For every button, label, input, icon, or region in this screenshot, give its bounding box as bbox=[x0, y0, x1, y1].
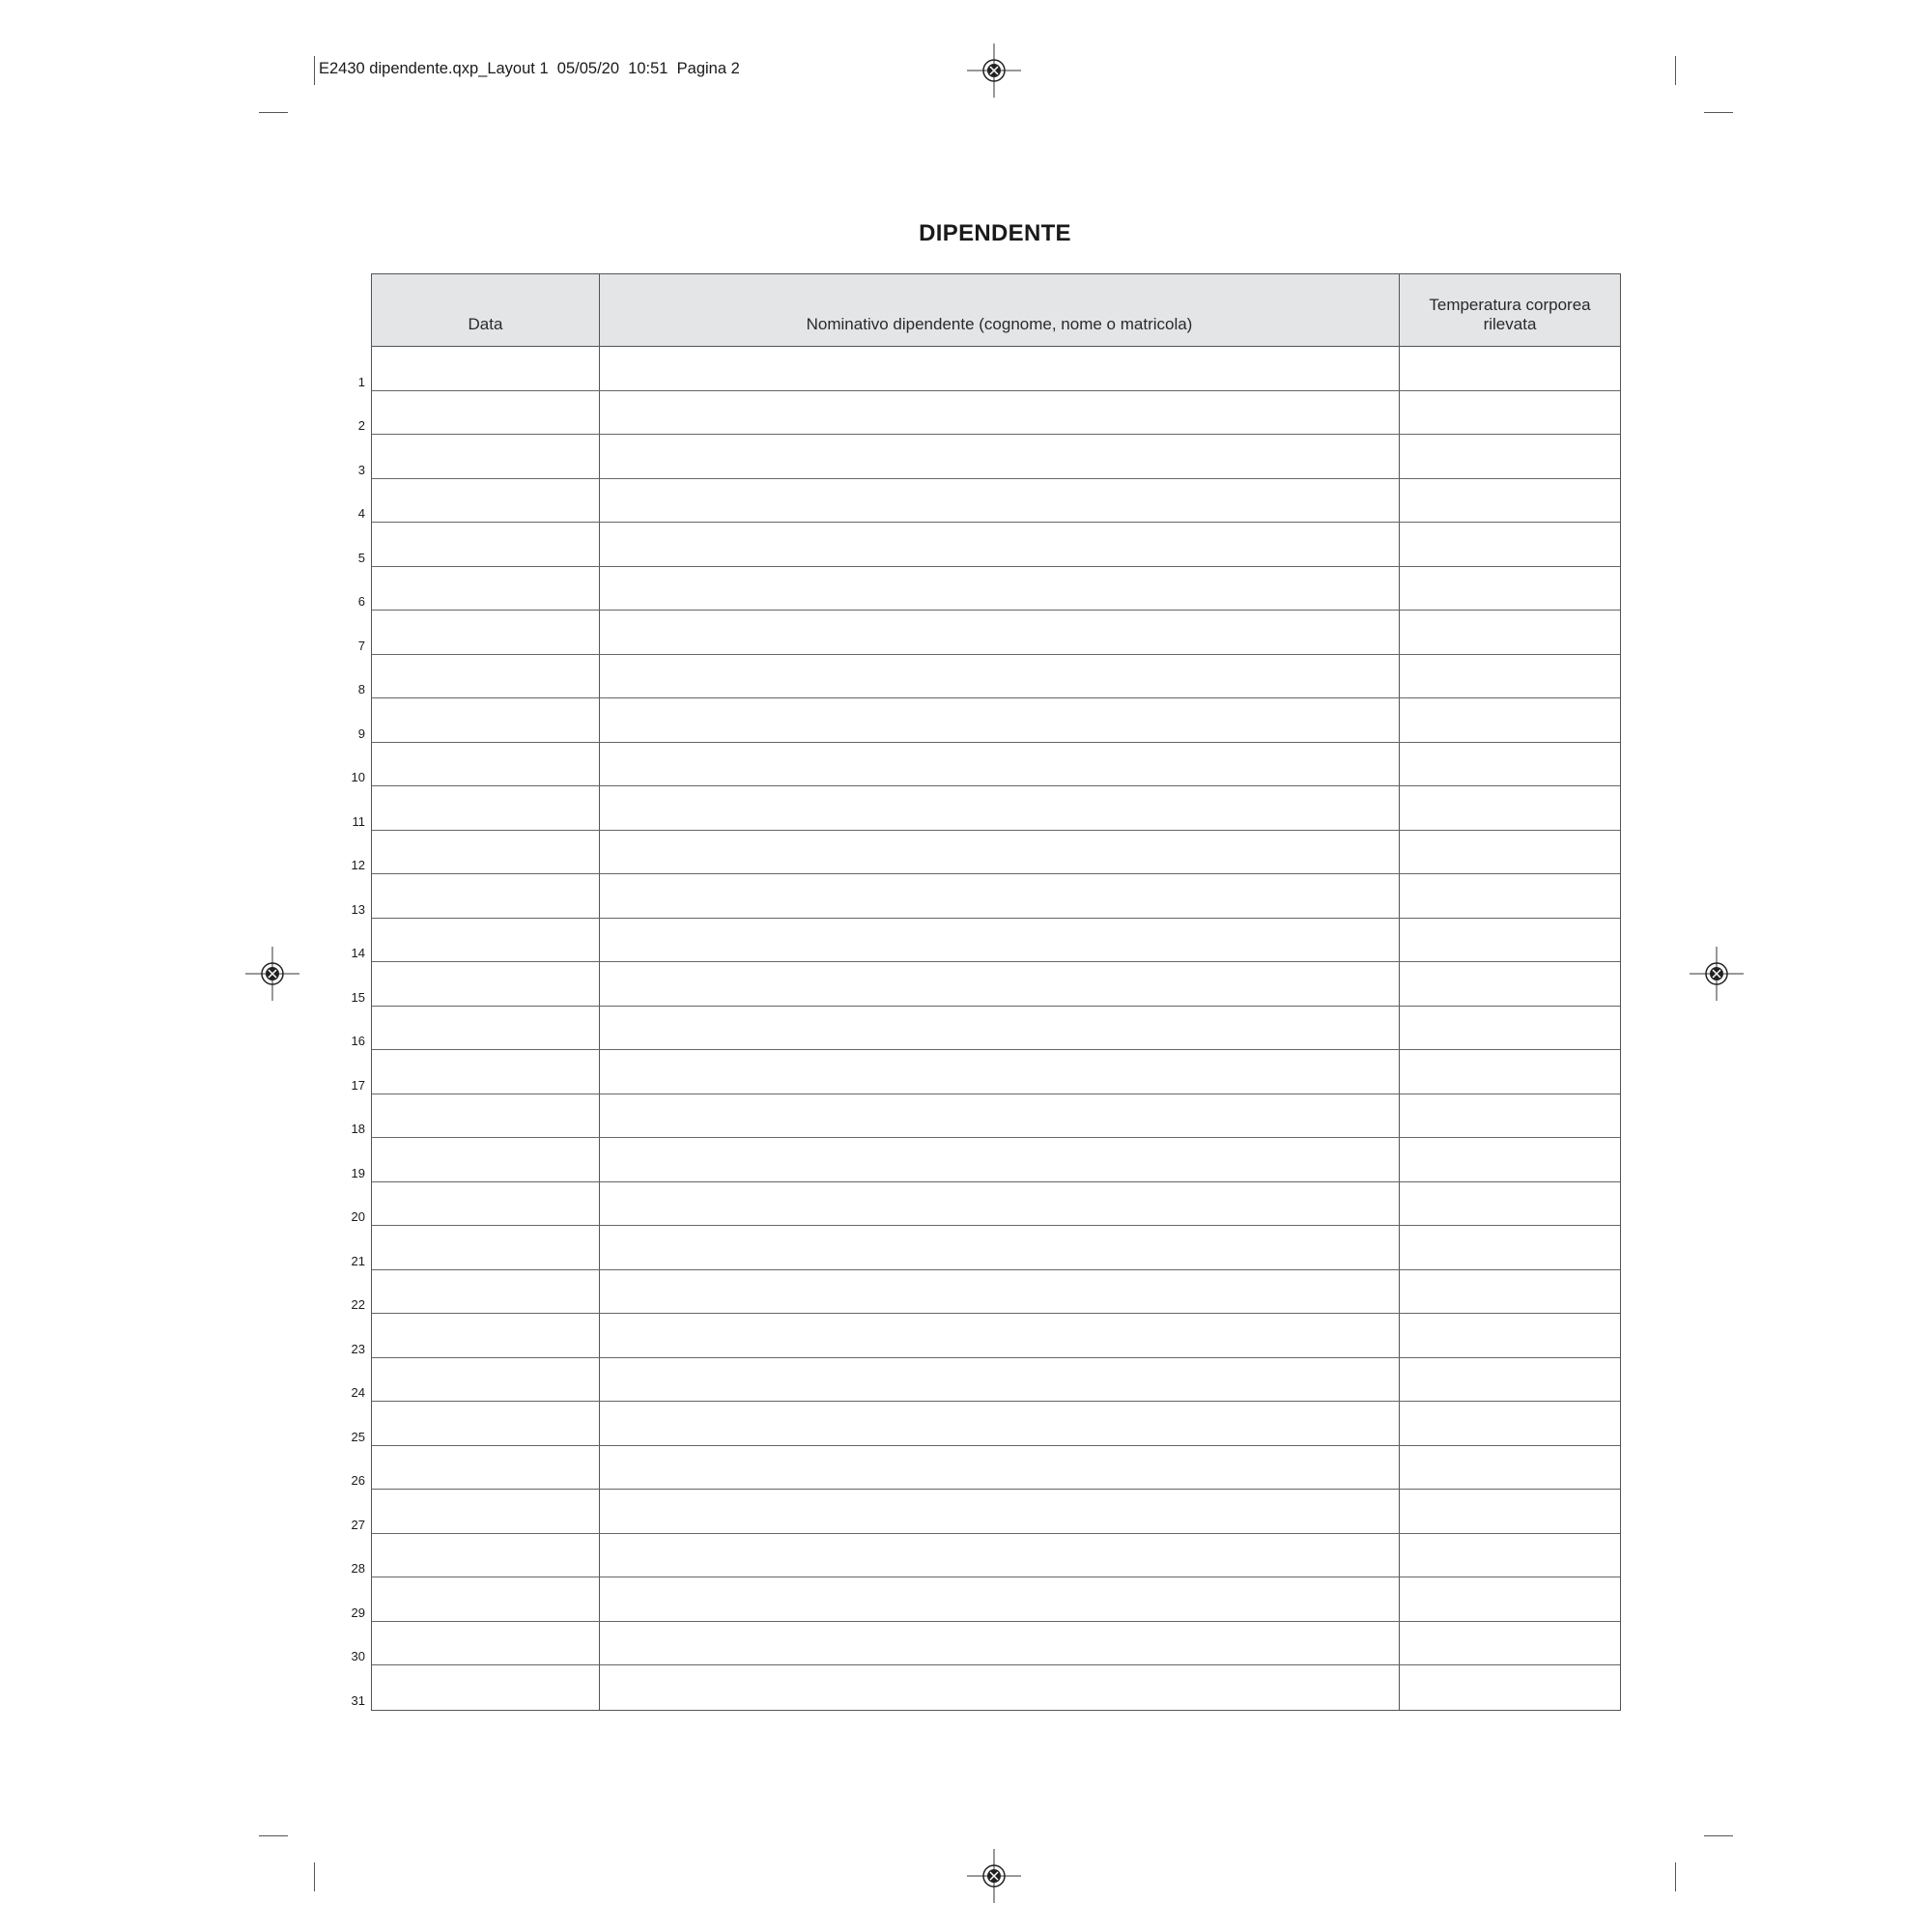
header-temperature-label: Temperatura corporea rilevata bbox=[1429, 296, 1591, 333]
cell-temperature[interactable] bbox=[1400, 1534, 1620, 1577]
trim-mark bbox=[259, 1835, 288, 1836]
cell-employee-name[interactable] bbox=[600, 831, 1400, 874]
trim-mark bbox=[314, 56, 315, 85]
cell-date[interactable] bbox=[372, 1226, 600, 1269]
table-row bbox=[372, 743, 1620, 787]
cell-date[interactable] bbox=[372, 1138, 600, 1181]
cell-date[interactable] bbox=[372, 919, 600, 962]
row-number: 21 bbox=[351, 1253, 365, 1268]
row-number: 8 bbox=[357, 682, 365, 696]
cell-date[interactable] bbox=[372, 1182, 600, 1226]
cell-employee-name[interactable] bbox=[600, 919, 1400, 962]
registration-mark-icon bbox=[965, 42, 1023, 99]
cell-employee-name[interactable] bbox=[600, 523, 1400, 566]
cell-temperature[interactable] bbox=[1400, 1402, 1620, 1445]
header-employee-name: Nominativo dipendente (cognome, nome o matricola) bbox=[600, 274, 1400, 346]
row-number: 22 bbox=[351, 1297, 365, 1312]
table-row bbox=[372, 391, 1620, 436]
cell-employee-name[interactable] bbox=[600, 1138, 1400, 1181]
cell-employee-name[interactable] bbox=[600, 347, 1400, 390]
print-slug-line: E2430 dipendente.qxp_Layout 1 05/05/20 10:51 Pagina 2 bbox=[319, 60, 740, 77]
table-row bbox=[372, 874, 1620, 919]
row-number: 13 bbox=[351, 901, 365, 917]
cell-temperature[interactable] bbox=[1400, 874, 1620, 918]
cell-date[interactable] bbox=[372, 479, 600, 523]
table-body bbox=[372, 347, 1620, 1710]
cell-date[interactable] bbox=[372, 391, 600, 435]
row-number: 19 bbox=[351, 1165, 365, 1180]
row-number: 28 bbox=[351, 1561, 365, 1576]
row-number: 25 bbox=[351, 1429, 365, 1444]
cell-date[interactable] bbox=[372, 1490, 600, 1533]
trim-mark bbox=[314, 1862, 315, 1891]
table-row bbox=[372, 1490, 1620, 1534]
row-number: 1 bbox=[357, 374, 365, 389]
cell-date[interactable] bbox=[372, 1270, 600, 1314]
row-number: 14 bbox=[351, 946, 365, 960]
row-number: 15 bbox=[351, 989, 365, 1005]
cell-employee-name[interactable] bbox=[600, 435, 1400, 478]
row-numbers bbox=[328, 346, 365, 1709]
row-number: 26 bbox=[351, 1473, 365, 1488]
cell-employee-name[interactable] bbox=[600, 1622, 1400, 1665]
table-row bbox=[372, 1534, 1620, 1578]
table-row bbox=[372, 919, 1620, 963]
cell-employee-name[interactable] bbox=[600, 1182, 1400, 1226]
row-number: 7 bbox=[357, 638, 365, 653]
cell-date[interactable] bbox=[372, 1007, 600, 1050]
cell-date[interactable] bbox=[372, 743, 600, 786]
cell-temperature[interactable] bbox=[1400, 1270, 1620, 1314]
cell-employee-name[interactable] bbox=[600, 391, 1400, 435]
table-row bbox=[372, 1094, 1620, 1139]
cell-employee-name[interactable] bbox=[600, 1446, 1400, 1490]
trim-mark bbox=[259, 112, 288, 113]
cell-employee-name[interactable] bbox=[600, 611, 1400, 654]
cell-date[interactable] bbox=[372, 611, 600, 654]
cell-temperature[interactable] bbox=[1400, 919, 1620, 962]
cell-date[interactable] bbox=[372, 1094, 600, 1138]
cell-temperature[interactable] bbox=[1400, 1007, 1620, 1050]
table-row bbox=[372, 347, 1620, 391]
cell-temperature[interactable] bbox=[1400, 831, 1620, 874]
cell-date[interactable] bbox=[372, 1622, 600, 1665]
table-row bbox=[372, 831, 1620, 875]
cell-date[interactable] bbox=[372, 831, 600, 874]
registration-mark-icon bbox=[1688, 945, 1746, 1003]
cell-employee-name[interactable] bbox=[600, 655, 1400, 698]
row-number: 4 bbox=[357, 506, 365, 521]
row-number: 10 bbox=[351, 770, 365, 784]
table-row bbox=[372, 1226, 1620, 1270]
table-row bbox=[372, 1446, 1620, 1491]
table-row bbox=[372, 1665, 1620, 1710]
cell-temperature[interactable] bbox=[1400, 1182, 1620, 1226]
trim-mark bbox=[1675, 56, 1676, 85]
cell-employee-name[interactable] bbox=[600, 786, 1400, 830]
cell-employee-name[interactable] bbox=[600, 1402, 1400, 1445]
table-row bbox=[372, 786, 1620, 831]
cell-temperature[interactable] bbox=[1400, 1314, 1620, 1357]
table-row bbox=[372, 1007, 1620, 1051]
page-title: DIPENDENTE bbox=[919, 220, 1071, 246]
cell-date[interactable] bbox=[372, 435, 600, 478]
row-number: 31 bbox=[351, 1692, 365, 1708]
cell-date[interactable] bbox=[372, 874, 600, 918]
cell-temperature[interactable] bbox=[1400, 1446, 1620, 1490]
cell-employee-name[interactable] bbox=[600, 1314, 1400, 1357]
cell-temperature[interactable] bbox=[1400, 611, 1620, 654]
cell-temperature[interactable] bbox=[1400, 479, 1620, 523]
header-temperature bbox=[1400, 274, 1620, 346]
cell-temperature[interactable] bbox=[1400, 698, 1620, 742]
row-number: 24 bbox=[351, 1385, 365, 1400]
trim-mark bbox=[1704, 112, 1733, 113]
table-row bbox=[372, 611, 1620, 655]
cell-date[interactable] bbox=[372, 1577, 600, 1621]
cell-temperature[interactable] bbox=[1400, 1050, 1620, 1094]
header-date: Data bbox=[372, 274, 600, 346]
cell-date[interactable] bbox=[372, 698, 600, 742]
cell-date[interactable] bbox=[372, 1665, 600, 1710]
row-number: 17 bbox=[351, 1077, 365, 1093]
row-number: 29 bbox=[351, 1605, 365, 1620]
cell-employee-name[interactable] bbox=[600, 743, 1400, 786]
cell-employee-name[interactable] bbox=[600, 1007, 1400, 1050]
cell-temperature[interactable] bbox=[1400, 567, 1620, 611]
cell-temperature[interactable] bbox=[1400, 1622, 1620, 1665]
table-row bbox=[372, 1358, 1620, 1403]
table-row bbox=[372, 523, 1620, 567]
cell-date[interactable] bbox=[372, 1050, 600, 1094]
table-row bbox=[372, 1402, 1620, 1446]
row-number: 27 bbox=[351, 1517, 365, 1532]
table-row bbox=[372, 1314, 1620, 1358]
cell-temperature[interactable] bbox=[1400, 1358, 1620, 1402]
row-number: 11 bbox=[352, 813, 365, 829]
cell-employee-name[interactable] bbox=[600, 962, 1400, 1006]
cell-temperature[interactable] bbox=[1400, 523, 1620, 566]
cell-temperature[interactable] bbox=[1400, 1094, 1620, 1138]
cell-employee-name[interactable] bbox=[600, 1050, 1400, 1094]
table-header bbox=[372, 274, 1620, 347]
table-row bbox=[372, 655, 1620, 699]
cell-temperature[interactable] bbox=[1400, 962, 1620, 1006]
trim-mark bbox=[1704, 1835, 1733, 1836]
table-row bbox=[372, 435, 1620, 479]
cell-temperature[interactable] bbox=[1400, 1490, 1620, 1533]
cell-temperature[interactable] bbox=[1400, 435, 1620, 478]
cell-date[interactable] bbox=[372, 655, 600, 698]
cell-employee-name[interactable] bbox=[600, 1094, 1400, 1138]
cell-date[interactable] bbox=[372, 1446, 600, 1490]
table-row bbox=[372, 479, 1620, 524]
cell-employee-name[interactable] bbox=[600, 1490, 1400, 1533]
table-row bbox=[372, 1270, 1620, 1315]
cell-date[interactable] bbox=[372, 523, 600, 566]
cell-employee-name[interactable] bbox=[600, 1577, 1400, 1621]
row-number: 18 bbox=[351, 1122, 365, 1136]
row-number: 3 bbox=[357, 462, 365, 477]
cell-employee-name[interactable] bbox=[600, 1270, 1400, 1314]
cell-date[interactable] bbox=[372, 1534, 600, 1577]
cell-temperature[interactable] bbox=[1400, 743, 1620, 786]
cell-date[interactable] bbox=[372, 786, 600, 830]
cell-date[interactable] bbox=[372, 1314, 600, 1357]
cell-temperature[interactable] bbox=[1400, 786, 1620, 830]
cell-employee-name[interactable] bbox=[600, 874, 1400, 918]
table-row bbox=[372, 1138, 1620, 1182]
registration-mark-icon bbox=[243, 945, 301, 1003]
table-row bbox=[372, 1050, 1620, 1094]
cell-employee-name[interactable] bbox=[600, 1665, 1400, 1710]
cell-temperature[interactable] bbox=[1400, 391, 1620, 435]
cell-employee-name[interactable] bbox=[600, 1534, 1400, 1577]
cell-temperature[interactable] bbox=[1400, 1226, 1620, 1269]
table-row bbox=[372, 1577, 1620, 1622]
cell-employee-name[interactable] bbox=[600, 1358, 1400, 1402]
cell-date[interactable] bbox=[372, 347, 600, 390]
table-row bbox=[372, 962, 1620, 1007]
cell-temperature[interactable] bbox=[1400, 347, 1620, 390]
trim-mark bbox=[1675, 1862, 1676, 1891]
cell-date[interactable] bbox=[372, 567, 600, 611]
table-row bbox=[372, 698, 1620, 743]
row-number: 2 bbox=[357, 418, 365, 433]
table-row bbox=[372, 567, 1620, 611]
cell-employee-name[interactable] bbox=[600, 567, 1400, 611]
cell-temperature[interactable] bbox=[1400, 1577, 1620, 1621]
register-table bbox=[371, 273, 1621, 1711]
cell-date[interactable] bbox=[372, 962, 600, 1006]
cell-temperature[interactable] bbox=[1400, 655, 1620, 698]
row-number: 9 bbox=[357, 725, 365, 741]
cell-temperature[interactable] bbox=[1400, 1138, 1620, 1181]
row-number: 5 bbox=[357, 550, 365, 565]
cell-employee-name[interactable] bbox=[600, 1226, 1400, 1269]
row-number: 23 bbox=[351, 1341, 365, 1356]
registration-mark-icon bbox=[965, 1847, 1023, 1905]
row-number: 16 bbox=[351, 1034, 365, 1048]
row-number: 12 bbox=[351, 858, 365, 872]
cell-employee-name[interactable] bbox=[600, 698, 1400, 742]
row-number: 6 bbox=[357, 594, 365, 609]
cell-date[interactable] bbox=[372, 1358, 600, 1402]
cell-employee-name[interactable] bbox=[600, 479, 1400, 523]
row-number: 30 bbox=[351, 1649, 365, 1663]
cell-date[interactable] bbox=[372, 1402, 600, 1445]
cell-temperature[interactable] bbox=[1400, 1665, 1620, 1710]
row-number: 20 bbox=[351, 1209, 365, 1224]
table-row bbox=[372, 1182, 1620, 1227]
table-row bbox=[372, 1622, 1620, 1666]
